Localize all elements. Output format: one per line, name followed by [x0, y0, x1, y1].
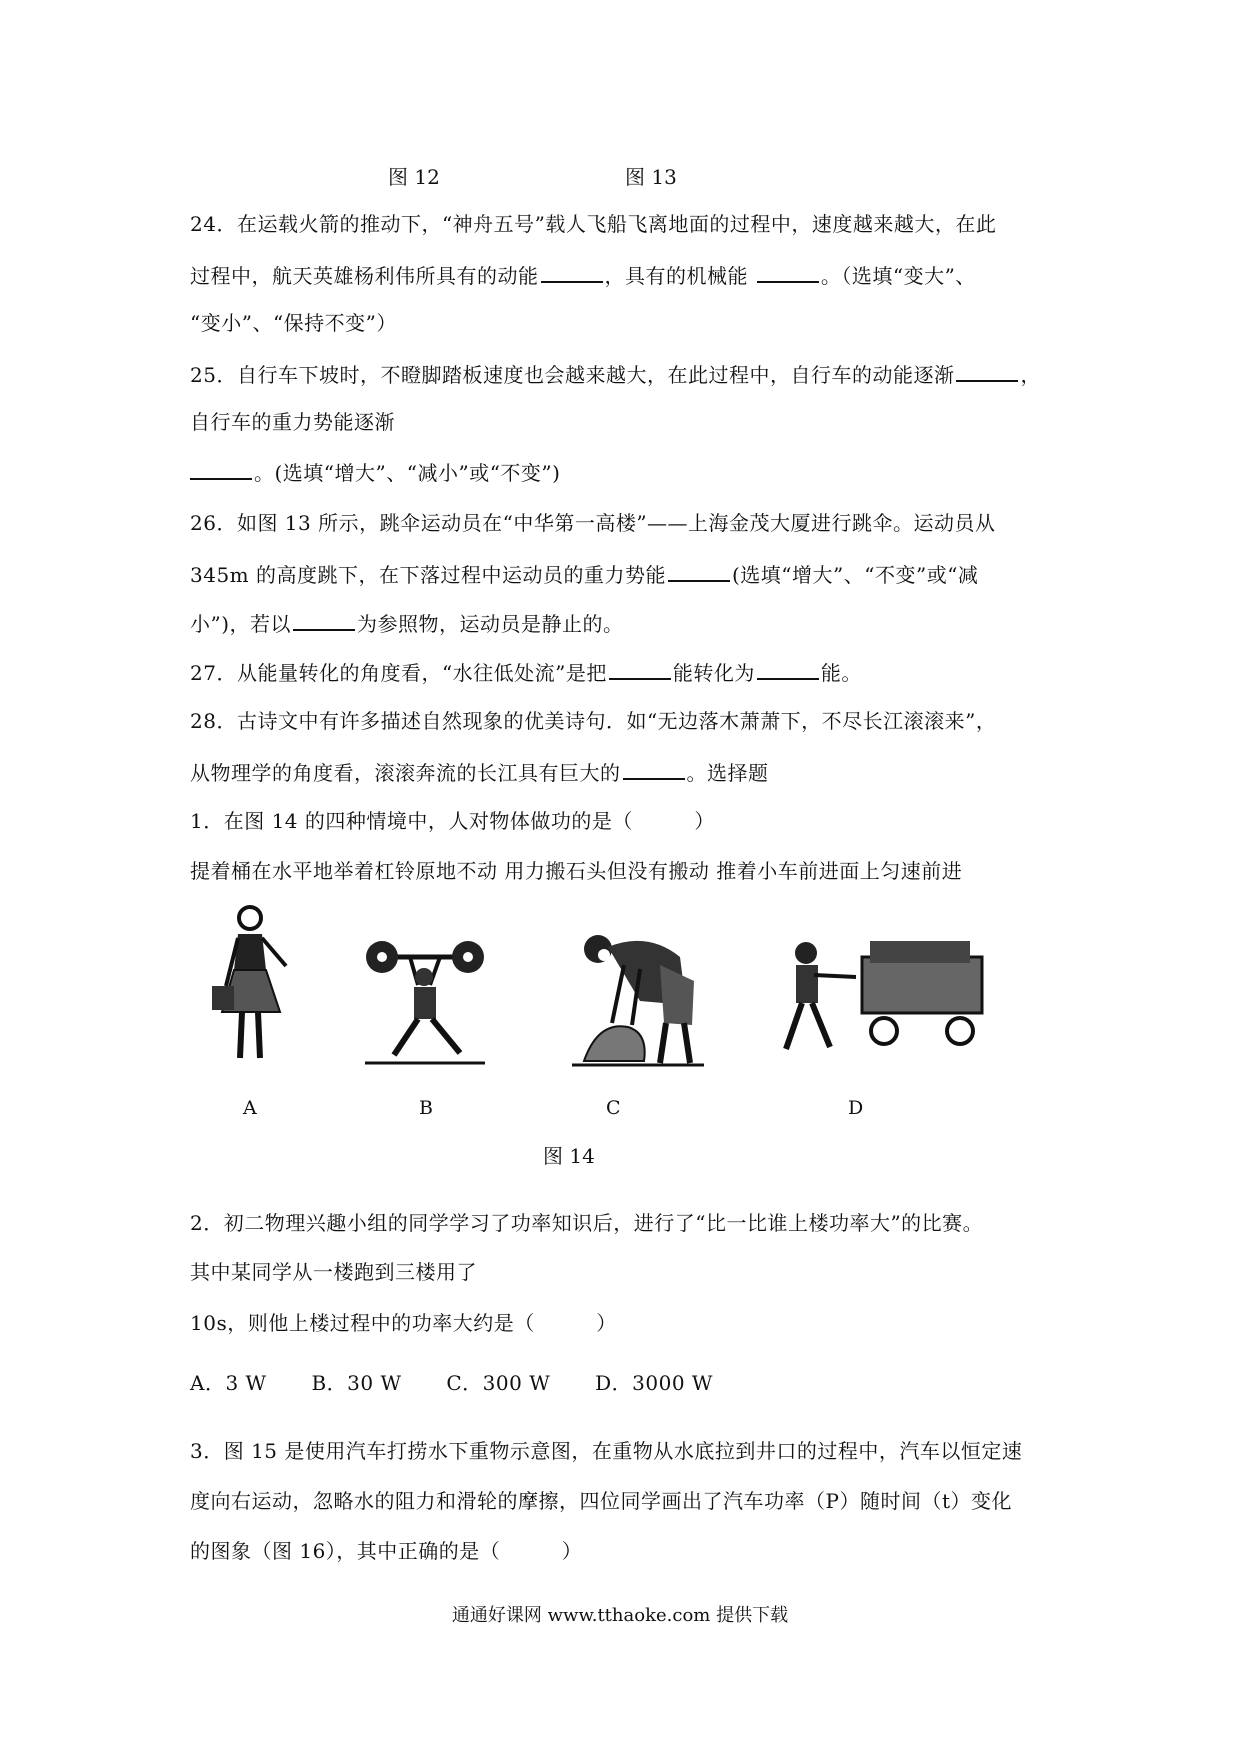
figure-14-caption: 图 14 [543, 1144, 595, 1168]
q26-line-2: 345m 的高度跳下，在下落过程中运动员的重力势能 (选填“增大”、“不变”或“减 [190, 558, 1070, 590]
mc2-choice-a[interactable]: A．3 W [190, 1371, 267, 1395]
q28-line-1: 28．古诗文中有许多描述自然现象的优美诗句．如“无边落木萧萧下，不尽长江滚滚来”， [190, 709, 997, 733]
mc2-line-3: 10s，则他上楼过程中的功率大约是（ ） [190, 1311, 617, 1335]
q24-blank-mechanical[interactable] [757, 259, 819, 283]
q25-line-1: 25．自行车下坡时，不瞪脚踏板速度也会越来越大，在此过程中，自行车的动能逐渐 ， [190, 358, 1070, 390]
mc2-choices [190, 1368, 1070, 1398]
q24-blank-kinetic[interactable] [541, 259, 603, 283]
q25-blank-potential[interactable] [190, 456, 252, 480]
mc1-option-c-label: C [606, 1097, 621, 1119]
mc2-line-2: 其中某同学从一楼跑到三楼用了 [190, 1260, 477, 1284]
mc1-stem: 1．在图 14 的四种情境中，人对物体做功的是（ ） [190, 809, 715, 833]
q26-line-3: 小”)，若以 为参照物，运动员是静止的。 [190, 607, 1070, 639]
download-footer: 通通好课网 www.tthaoke.com 提供下载 [451, 1605, 789, 1626]
person-lifting-rock-illustration [568, 925, 708, 1070]
mc2-choice-d[interactable]: D．3000 W [595, 1371, 713, 1395]
person-pushing-cart-illustration [778, 935, 998, 1065]
mc2-choice-c[interactable]: C．300 W [446, 1371, 551, 1395]
q25-line-2: 自行车的重力势能逐渐 [190, 410, 395, 434]
q24-line-2: 过程中，航天英雄杨利伟所具有的动能 ，具有的机械能 。（选填“变大”、 [190, 259, 1070, 291]
q24-line-1: 24．在运载火箭的推动下，“神舟五号”载人飞船飞离地面的过程中，速度越来越大，在此 [190, 212, 997, 236]
mc1-option-d-label: D [848, 1097, 864, 1119]
q26-blank-reference[interactable] [293, 607, 355, 631]
q25-blank-kinetic[interactable] [956, 358, 1018, 382]
mc3-line-2: 度向右运动，忽略水的阻力和滑轮的摩擦，四位同学画出了汽车功率（P）随时间（t）变化 [190, 1489, 1012, 1513]
mc3-line-3: 的图象（图 16），其中正确的是（ ） [190, 1539, 583, 1563]
person-carrying-bucket-illustration [210, 900, 310, 1070]
q27-blank-2[interactable] [757, 656, 819, 680]
q24-line-3: “变小”、“保持不变”） [190, 311, 397, 335]
mc1-option-b-label: B [419, 1097, 433, 1119]
mc2-choice-b[interactable]: B．30 W [311, 1371, 402, 1395]
q25-line-3: 。(选填“增大”、“减小”或“不变”) [190, 456, 1070, 488]
mc1-scenarios: 提着桶在水平地举着杠铃原地不动 用力搬石头但没有搬动 推着小车前进面上匀速前进 [190, 859, 963, 883]
mc2-line-1: 2．初二物理兴趣小组的同学学习了功率知识后，进行了“比一比谁上楼功率大”的比赛。 [190, 1211, 984, 1235]
q27-line: 27．从能量转化的角度看，“水往低处流”是把 能转化为 能。 [190, 656, 1070, 688]
figure-12-caption: 图 12 [388, 165, 440, 189]
q26-blank-potential[interactable] [668, 558, 730, 582]
q26-line-1: 26．如图 13 所示，跳伞运动员在“中华第一高楼”——上海金茂大厦进行跳伞。运动员从 [190, 511, 996, 535]
q28-blank[interactable] [623, 756, 685, 780]
figure-13-caption: 图 13 [625, 165, 677, 189]
q27-blank-1[interactable] [609, 656, 671, 680]
weightlifter-illustration [360, 925, 490, 1070]
q28-line-2: 从物理学的角度看，滚滚奔流的长江具有巨大的 。选择题 [190, 756, 1070, 788]
mc1-option-a-label: A [243, 1097, 257, 1119]
mc3-line-1: 3．图 15 是使用汽车打捞水下重物示意图，在重物从水底拉到井口的过程中，汽车以恒定速 [190, 1439, 1023, 1463]
